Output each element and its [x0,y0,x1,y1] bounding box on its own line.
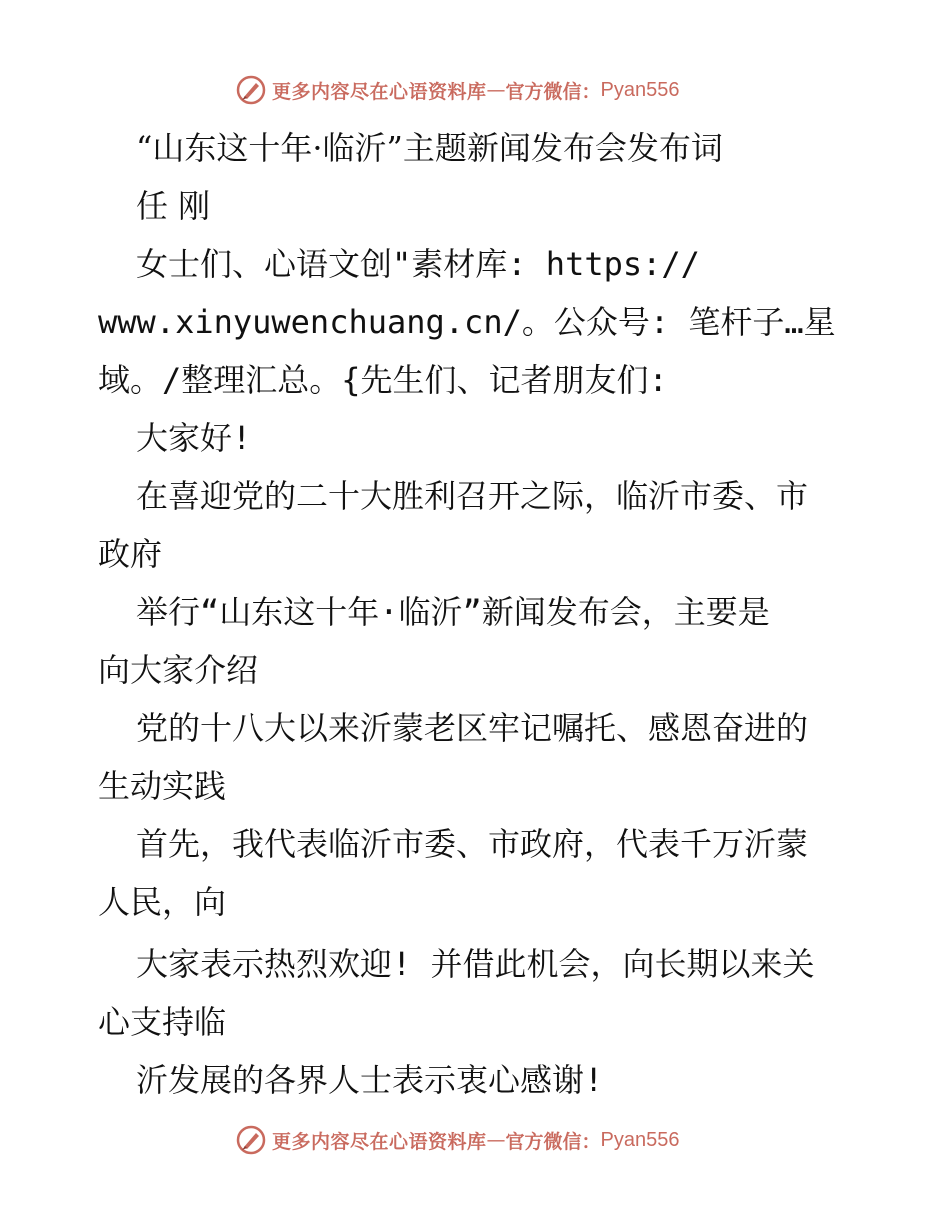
banner-wechat-id: Pyan556 [600,78,680,101]
body-line: 党的十八大以来沂蒙老区牢记嘱托、感恩奋进的 [136,709,809,747]
banner-separator: — [486,1129,506,1151]
body-line: 域。/整理汇总。{先生们、记者朋友们: [98,361,668,399]
body-line: 首先，我代表临沂市委、市政府，代表千万沂蒙 [136,825,809,863]
body-line: 心支持临 [98,1003,227,1041]
body-line: 人民，向 [98,883,227,921]
body-line: 举行“山东这十年·临沂”新闻发布会，主要是 [136,593,770,631]
body-line: www.xinyuwenchuang.cn/。公众号: 笔杆子…星 [98,303,836,341]
body-line: 大家好! [136,419,252,457]
document-author: 任 刚 [136,187,211,225]
header-banner [236,72,756,108]
document-title: “山东这十年·临沂”主题新闻发布会发布词 [136,129,723,167]
body-line: 在喜迎党的二十大胜利召开之际，临沂市委、市 [136,477,809,515]
body-line: 生动实践 [98,767,227,805]
banner-tagline: 更多内容尽在心语资料库 [272,80,487,103]
body-line: 大家表示热烈欢迎! 并借此机会，向长期以来关 [136,945,815,983]
footer-banner [236,1122,756,1158]
body-line: 女士们、心语文创"素材库: https:// [136,245,700,283]
banner-wechat-label: 官方微信： [505,80,601,103]
quill-pen-logo-icon [236,75,266,105]
body-line: 沂发展的各界人士表示衷心感谢! [136,1061,604,1099]
banner-wechat-label: 官方微信： [505,1130,601,1153]
quill-pen-logo-icon [236,1125,266,1155]
body-line: 政府 [98,535,163,573]
banner-separator: — [486,79,506,101]
banner-wechat-id: Pyan556 [600,1128,680,1151]
body-line: 向大家介绍 [98,651,259,689]
banner-tagline: 更多内容尽在心语资料库 [272,1130,487,1153]
